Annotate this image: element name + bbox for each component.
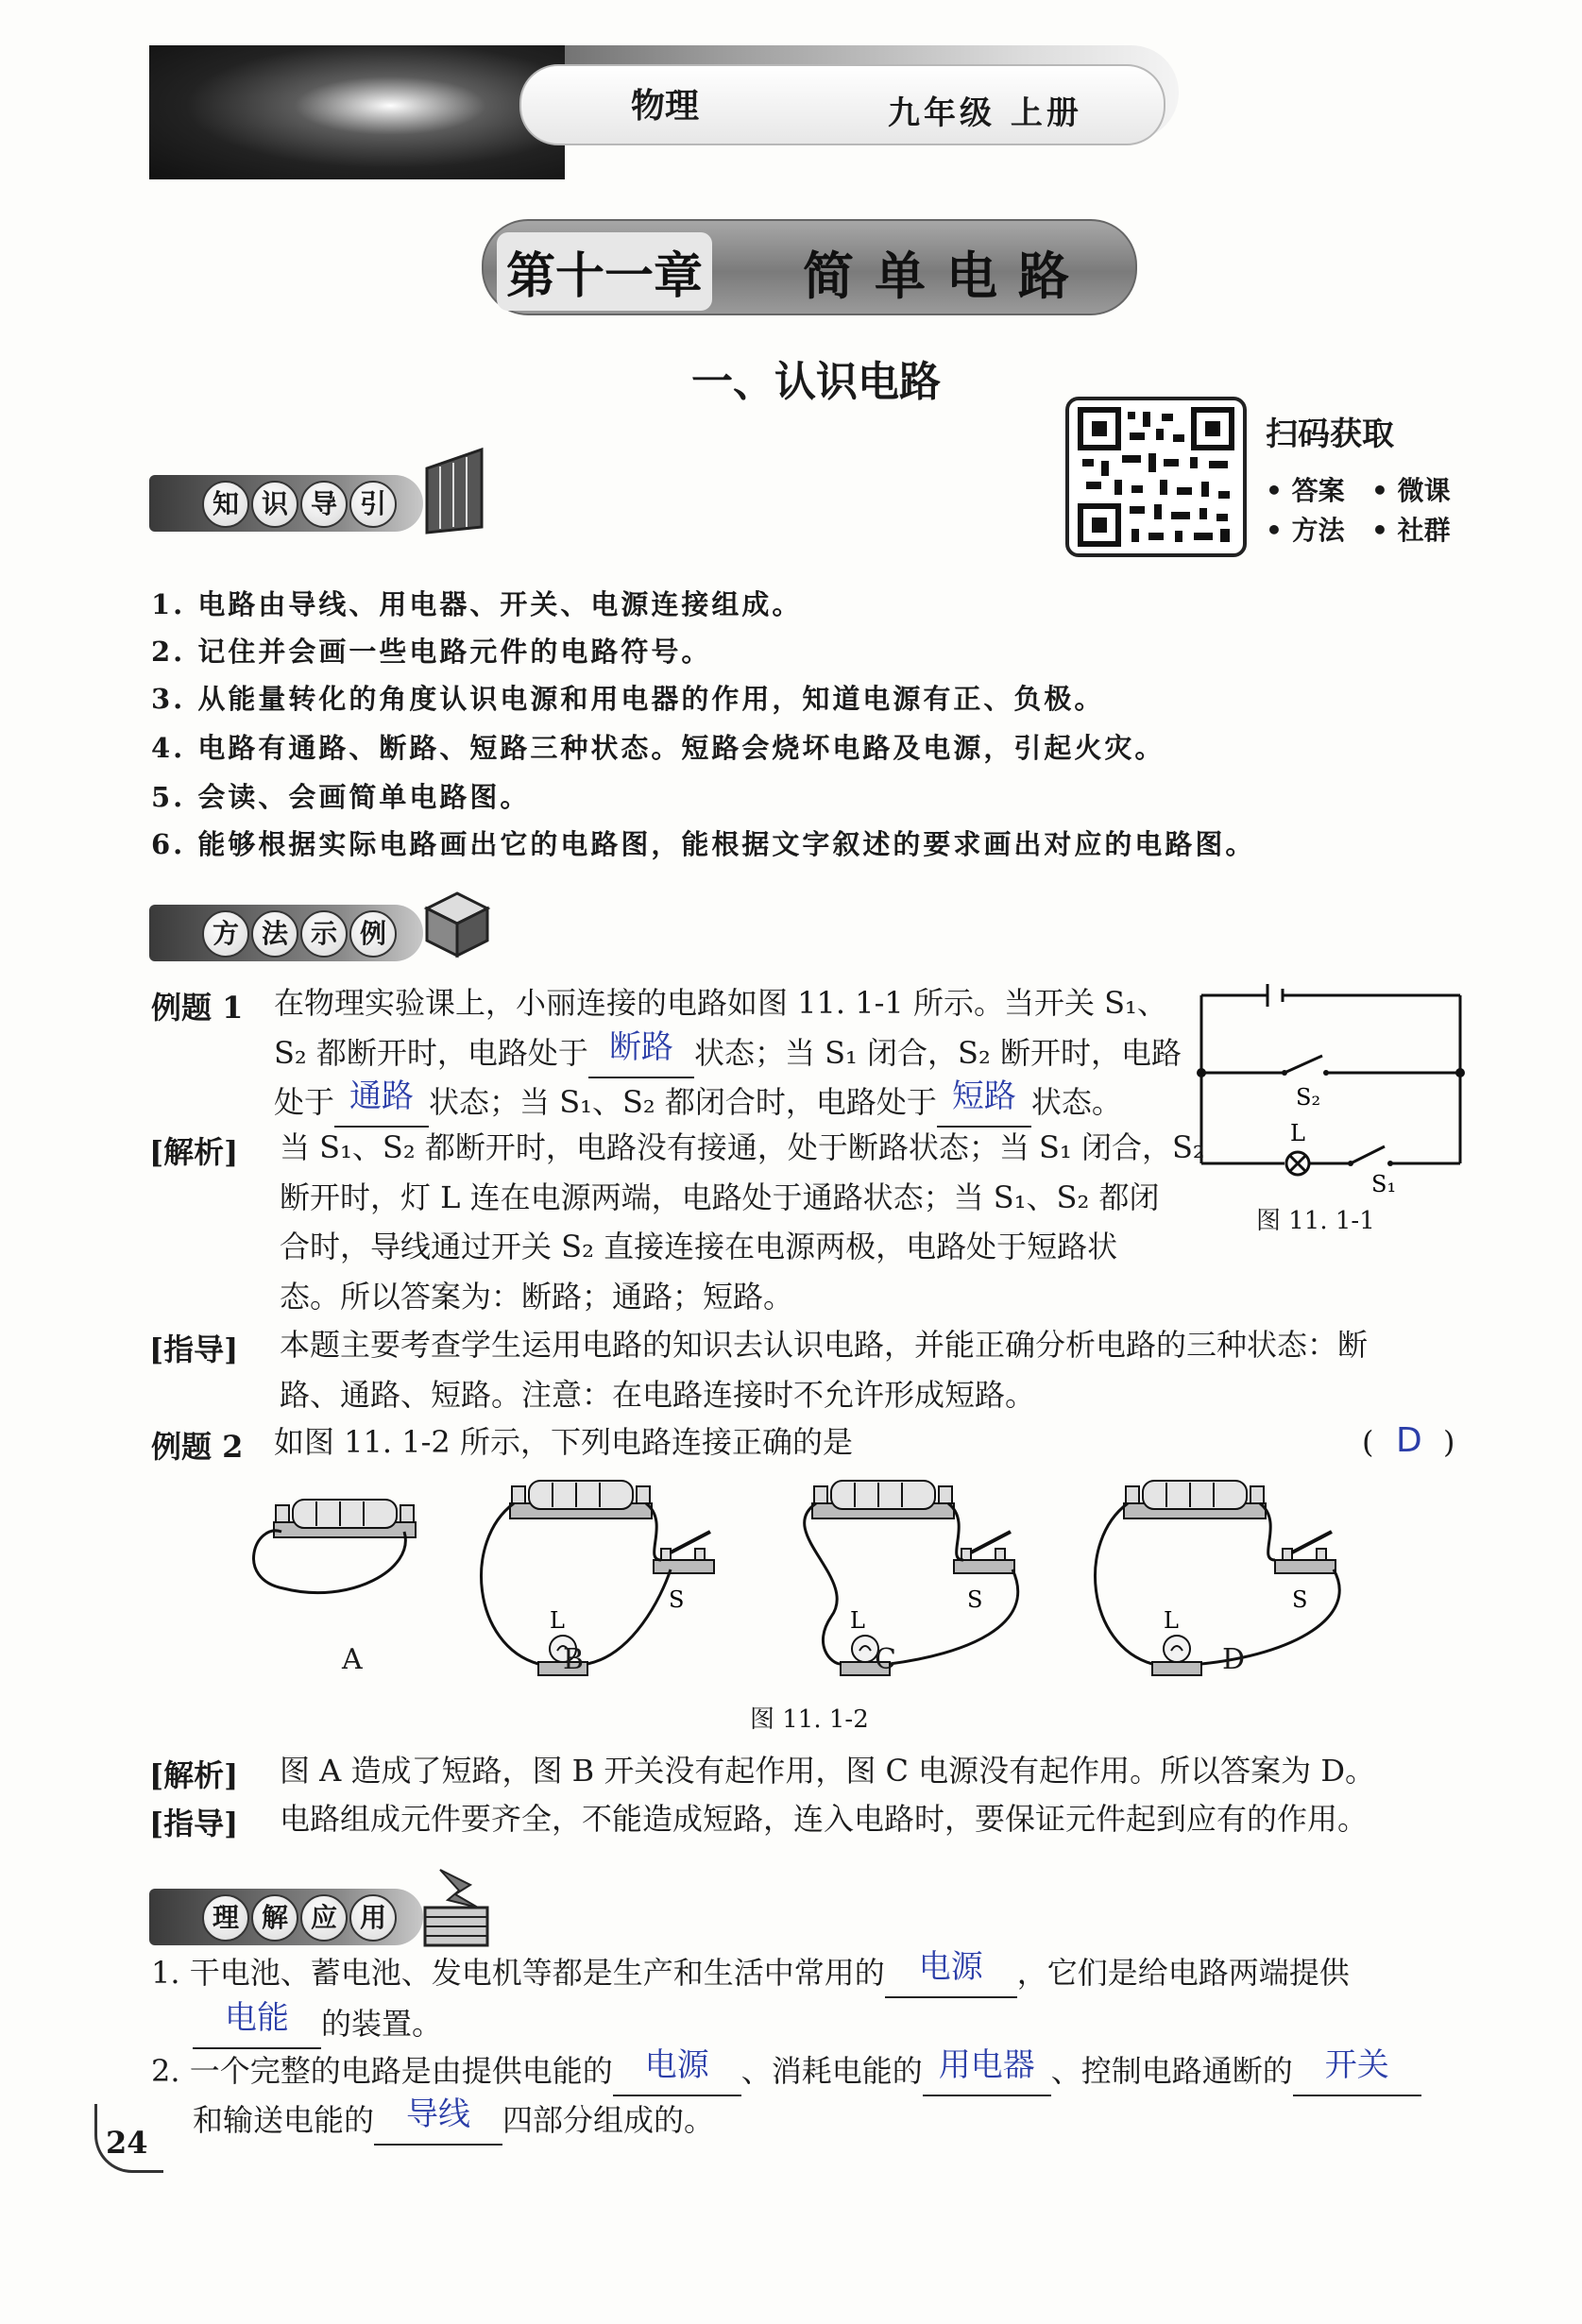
guide-text: 电路组成元件要齐全，不能造成短路，连入电路时，要保证元件起到应有的作用。 xyxy=(280,1801,1369,1837)
cube-icon xyxy=(421,888,493,959)
scan-label: 扫码获取 xyxy=(1266,416,1394,453)
banner-char: 示 xyxy=(300,910,348,958)
answer-blank[interactable] xyxy=(334,1078,429,1128)
example-2-label: 例题 2 xyxy=(151,1429,244,1465)
qr-item-community: • 社群 xyxy=(1371,515,1451,546)
label-l: L xyxy=(1164,1607,1179,1634)
ex1-text: 处于 xyxy=(274,1084,335,1120)
option-b-label: B xyxy=(563,1643,585,1676)
guide-line: 1. 电路由导线、用电器、开关、电源连接组成。 xyxy=(151,588,803,620)
option-c-circuit xyxy=(805,1481,1018,1675)
handwritten-answer: 短路 xyxy=(951,1077,1016,1115)
chapter-number: 第十一章 xyxy=(497,232,712,311)
handwritten-answer: 用电器 xyxy=(938,2046,1035,2084)
grade-label: 九年级 上册 xyxy=(888,94,1082,132)
example-1-line1: 在物理实验课上，小丽连接的电路如图 11. 1-1 所示。当开关 S₁、 xyxy=(274,985,1167,1021)
option-d-label: D xyxy=(1222,1643,1246,1676)
question-1-line1 xyxy=(151,1949,1350,1998)
analysis-line: 当 S₁、S₂ 都断开时，电路没有接通，处于断路状态；当 S₁ 闭合，S₂ xyxy=(280,1129,1205,1165)
option-a-circuit xyxy=(254,1500,416,1593)
label-s1: S₁ xyxy=(1371,1171,1397,1197)
label-s2: S₂ xyxy=(1296,1084,1321,1111)
guide-line: 3. 从能量转化的角度认识电源和用电器的作用，知道电源有正、负极。 xyxy=(151,683,1105,715)
banner-char: 法 xyxy=(251,910,298,958)
papers-icon xyxy=(421,1866,493,1951)
analysis-label: [解析] xyxy=(149,1757,239,1793)
subject-label: 物理 xyxy=(631,86,700,126)
answer-blank[interactable] xyxy=(193,2000,321,2049)
banner-char: 引 xyxy=(349,481,397,528)
example-2-text: 如图 11. 1-2 所示，下列电路连接正确的是 xyxy=(274,1424,853,1460)
analysis-label: [解析] xyxy=(149,1134,239,1170)
answer-paren-close: ) xyxy=(1443,1424,1455,1460)
qr-code-icon xyxy=(1069,400,1243,553)
figure-caption-1: 图 11. 1-1 xyxy=(1256,1207,1375,1235)
answer-blank[interactable] xyxy=(937,1078,1031,1128)
question-1-line2 xyxy=(193,2000,442,2049)
guide-line: 4. 电路有通路、断路、短路三种状态。短路会烧坏电路及电源，引起火灾。 xyxy=(151,732,1165,764)
example-1-label: 例题 1 xyxy=(151,990,244,1026)
analysis-line: 合时，导线通过开关 S₂ 直接连接在电源两极，电路处于短路状 xyxy=(280,1229,1118,1264)
section-banner-method xyxy=(149,905,423,961)
example-1-line3 xyxy=(274,1078,1122,1128)
page-number: 24 xyxy=(106,2125,148,2161)
guide-text-line: 本题主要考查学生运用电路的知识去认识电路，并能正确分析电路的三种状态：断 xyxy=(280,1327,1369,1363)
guide-line: 2. 记住并会画一些电路元件的电路符号。 xyxy=(151,636,712,668)
guide-label: [指导] xyxy=(149,1806,239,1841)
circuit-diagram-1 xyxy=(1190,982,1473,1197)
circuit-options xyxy=(246,1466,1379,1683)
q1-text: 1. 干电池、蓄电池、发电机等都是生产和生活中常用的 xyxy=(151,1955,885,1991)
option-a-label: A xyxy=(342,1643,363,1676)
section-banner-apply xyxy=(149,1889,423,1945)
figure-caption-2: 图 11. 1-2 xyxy=(750,1705,869,1734)
label-l: L xyxy=(550,1607,565,1634)
banner-char: 识 xyxy=(251,481,298,528)
example-1-line2 xyxy=(274,1029,1182,1078)
qr-item-method: • 方法 xyxy=(1266,515,1345,546)
ex1-text: 状态。 xyxy=(1030,1084,1122,1120)
handwritten-answer: 开关 xyxy=(1324,2046,1389,2084)
handwritten-answer: 导线 xyxy=(406,2095,471,2133)
answer-blank[interactable] xyxy=(613,2047,741,2096)
label-s: S xyxy=(967,1586,983,1613)
option-c-label: C xyxy=(875,1643,896,1676)
chapter-title: 简单电路 xyxy=(803,246,1090,306)
guide-line: 6. 能够根据实际电路画出它的电路图，能根据文字叙述的要求画出对应的电路图。 xyxy=(151,828,1256,860)
qr-code[interactable] xyxy=(1065,397,1247,557)
answer-blank[interactable] xyxy=(588,1029,694,1078)
guide-text-line: 路、通路、短路。注意：在电路连接时不允许形成短路。 xyxy=(280,1377,1036,1413)
banner-char: 用 xyxy=(349,1894,397,1942)
handwritten-answer: 电源 xyxy=(644,2046,709,2084)
option-b-circuit xyxy=(482,1481,714,1675)
analysis-line: 态。所以答案为：断路；通路；短路。 xyxy=(280,1279,794,1315)
qr-item-answer: • 答案 xyxy=(1266,475,1345,506)
answer-paren-open: ( xyxy=(1362,1424,1374,1460)
q2-text: 2. 一个完整的电路是由提供电能的 xyxy=(151,2053,613,2089)
banner-char: 知 xyxy=(202,481,249,528)
handwritten-answer: 电能 xyxy=(225,1999,289,2037)
banner-char: 导 xyxy=(300,481,348,528)
book-icon xyxy=(421,446,497,536)
galaxy-image xyxy=(149,45,565,179)
label-s: S xyxy=(1292,1586,1308,1613)
ex1-text: 状态；当 S₁ 闭合，S₂ 断开时，电路 xyxy=(693,1035,1182,1071)
guide-label: [指导] xyxy=(149,1332,239,1367)
handwritten-answer: 断路 xyxy=(608,1028,673,1066)
q2-text: 和输送电能的 xyxy=(193,2102,375,2138)
banner-char: 应 xyxy=(300,1894,348,1942)
analysis-line: 断开时，灯 L 连在电源两端，电路处于通路状态；当 S₁、S₂ 都闭 xyxy=(280,1179,1160,1215)
guide-line: 5. 会读、会画简单电路图。 xyxy=(151,781,531,813)
section-title: 一、认识电路 xyxy=(691,358,941,406)
label-l: L xyxy=(850,1607,865,1634)
section-banner-guide xyxy=(149,475,423,532)
question-2-line1 xyxy=(151,2047,1421,2096)
q1-text: 的装置。 xyxy=(321,2006,443,2042)
q1-text: ，它们是给电路两端提供 xyxy=(1016,1955,1350,1991)
ex1-text: S₂ 都断开时，电路处于 xyxy=(274,1035,588,1071)
q2-text: 四部分组成的。 xyxy=(502,2102,715,2138)
qr-item-microclass: • 微课 xyxy=(1371,475,1451,506)
handwritten-answer: 电源 xyxy=(918,1948,983,1986)
banner-char: 方 xyxy=(202,910,249,958)
answer-blank[interactable] xyxy=(923,2047,1051,2096)
analysis-text: 图 A 造成了短路，图 B 开关没有起作用，图 C 电源没有起作用。所以答案为 D。 xyxy=(280,1753,1375,1789)
answer-blank[interactable] xyxy=(885,1949,1017,1998)
banner-char: 解 xyxy=(251,1894,298,1942)
label-l: L xyxy=(1290,1120,1305,1146)
label-s: S xyxy=(669,1586,685,1613)
answer-blank[interactable] xyxy=(374,2096,502,2146)
answer-blank[interactable] xyxy=(1293,2047,1421,2096)
handwritten-answer: D xyxy=(1396,1421,1422,1460)
option-d-circuit xyxy=(1096,1481,1340,1675)
ex1-text: 状态；当 S₁、S₂ 都闭合时，电路处于 xyxy=(429,1084,937,1120)
q2-text: 、消耗电能的 xyxy=(740,2053,923,2089)
banner-char: 理 xyxy=(202,1894,249,1942)
q2-text: 、控制电路通断的 xyxy=(1050,2053,1293,2089)
handwritten-answer: 通路 xyxy=(349,1077,415,1115)
banner-char: 例 xyxy=(349,910,397,958)
question-2-line2 xyxy=(193,2096,714,2146)
